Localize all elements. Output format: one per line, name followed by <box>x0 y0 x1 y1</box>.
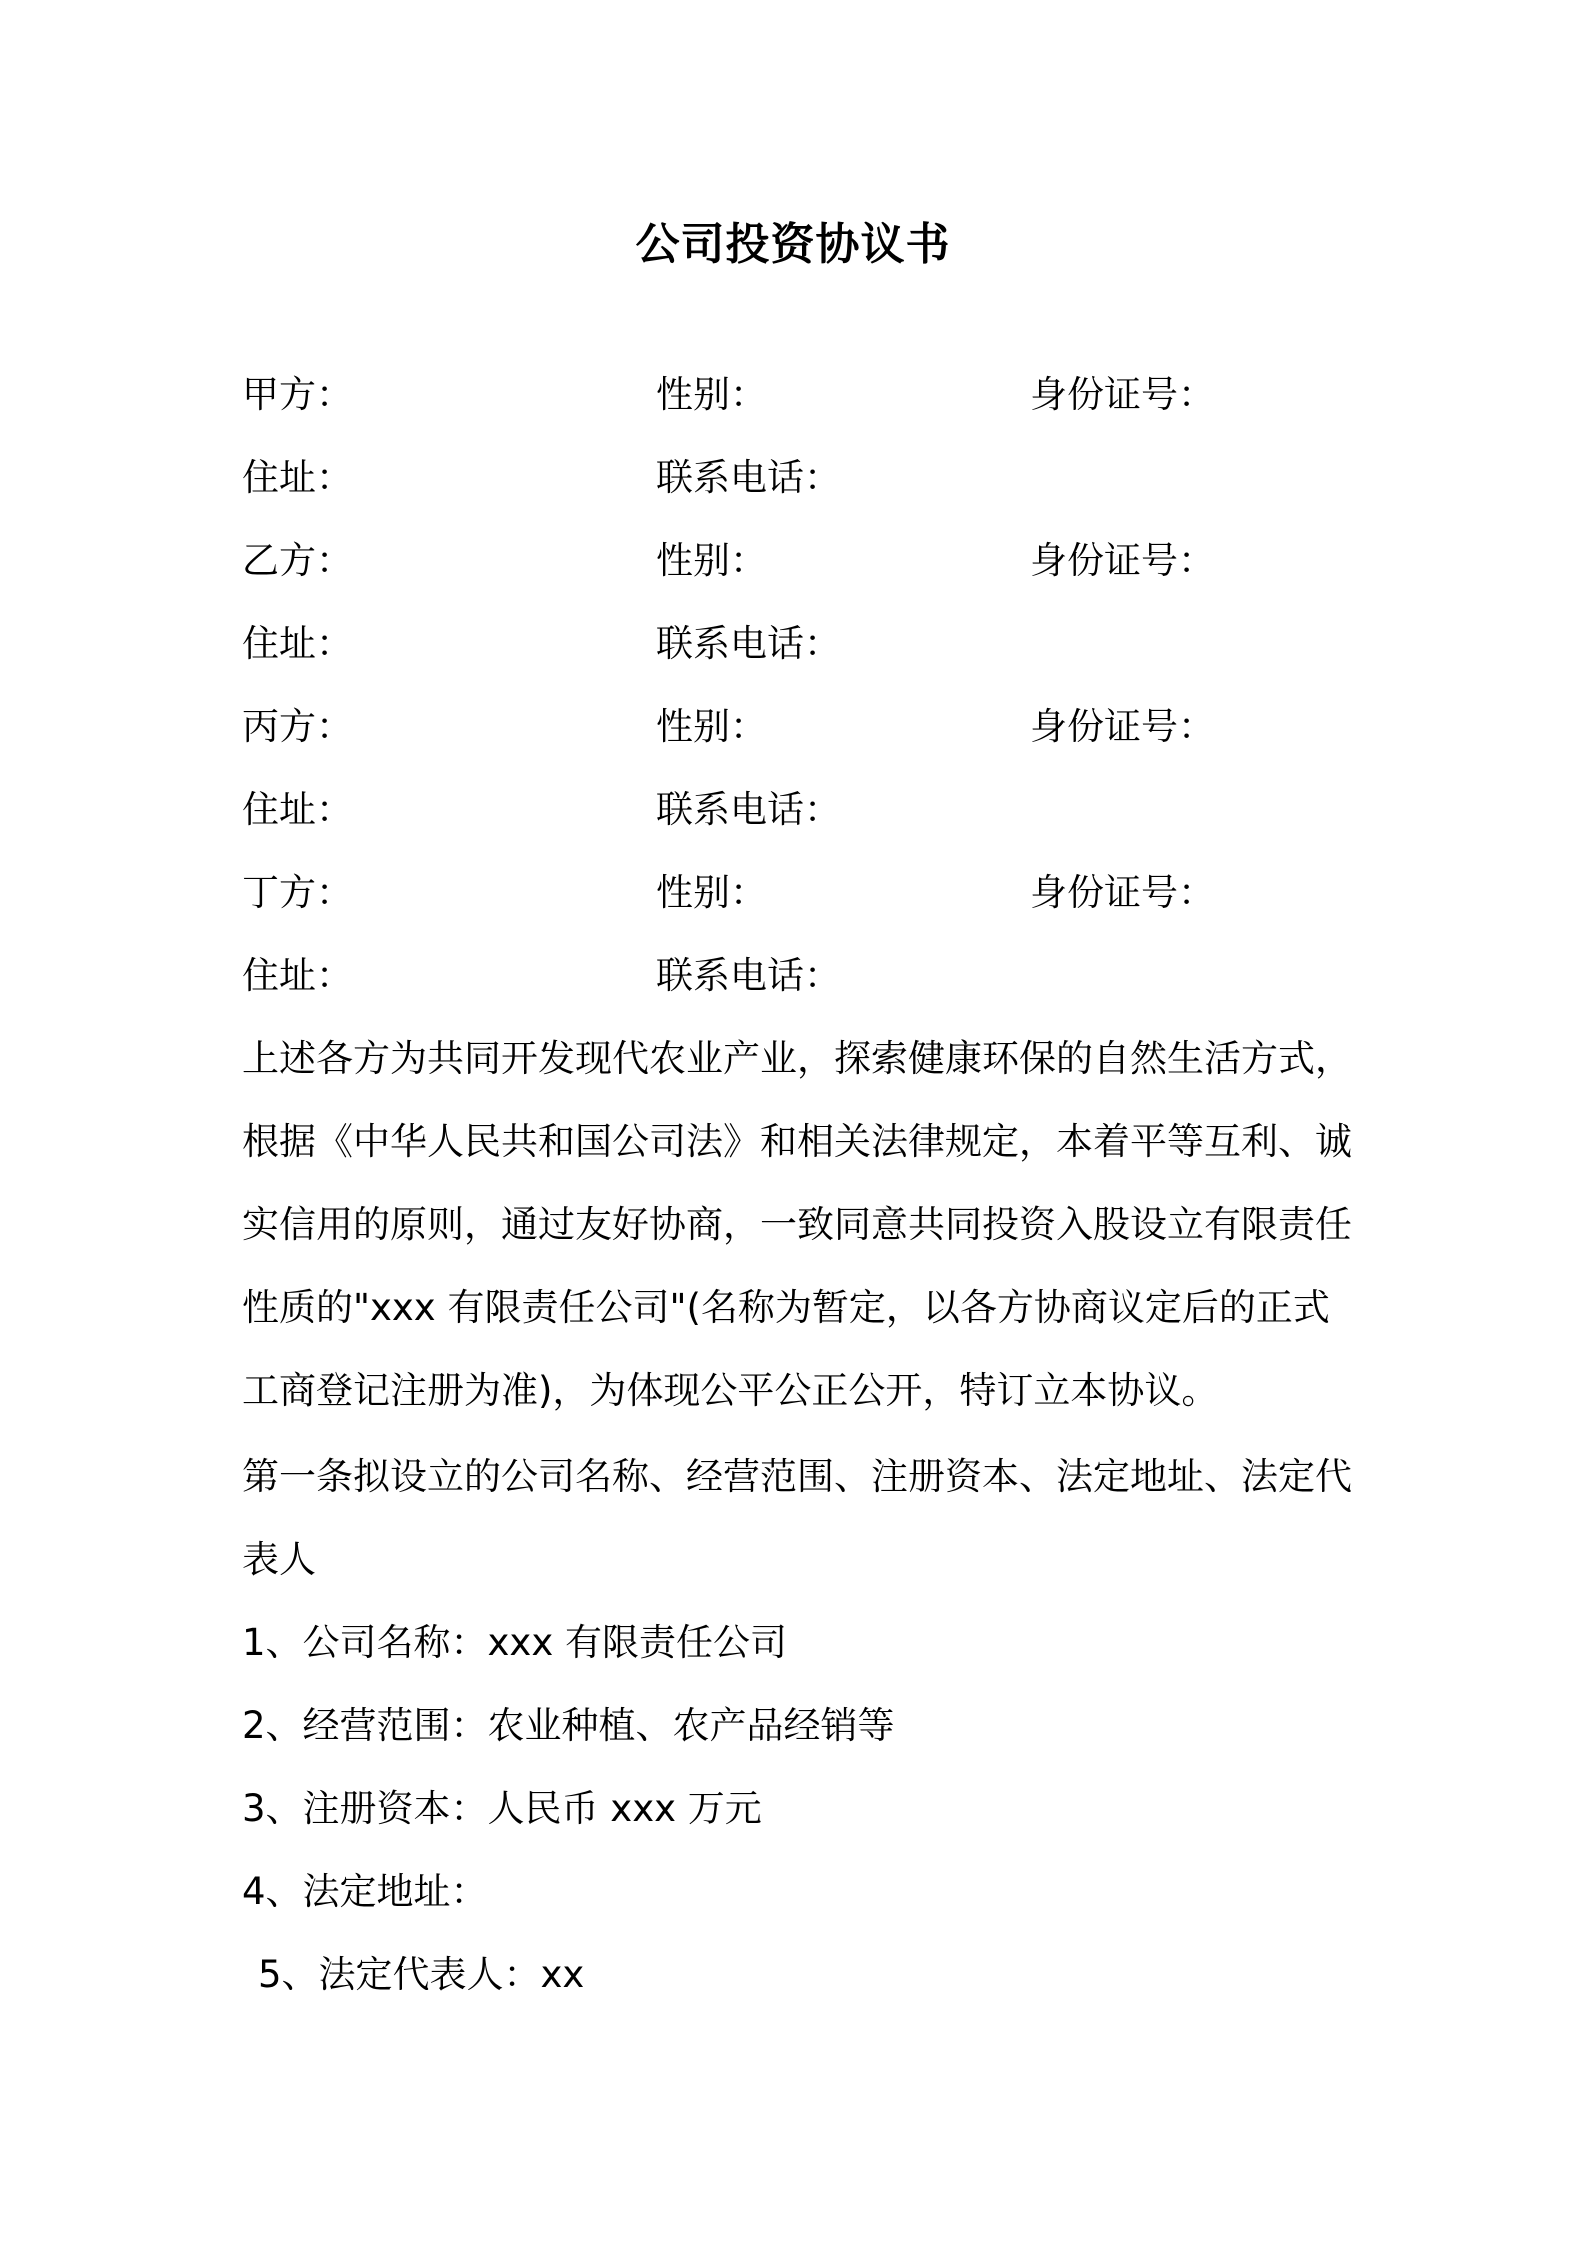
party-a-contact-row <box>0 448 1586 508</box>
party-c-contact-row <box>0 780 1586 840</box>
article-item: 3、注册资本：人民币 xxx 万元 <box>242 1787 762 1830</box>
gender-label: 性别： <box>656 539 767 582</box>
party-b-row <box>0 531 1586 591</box>
id-number-label: 身份证号： <box>1030 539 1215 582</box>
document-title: 公司投资协议书 <box>635 219 951 270</box>
id-number-label: 身份证号： <box>1030 871 1215 914</box>
address-label: 住址： <box>242 788 353 831</box>
gender-label: 性别： <box>656 373 767 416</box>
id-number-label: 身份证号： <box>1030 373 1215 416</box>
party-name-label: 乙方： <box>242 539 353 582</box>
article-item: 4、法定地址： <box>242 1870 488 1913</box>
party-c-row <box>0 697 1586 757</box>
address-label: 住址： <box>242 456 353 499</box>
phone-label: 联系电话： <box>656 954 841 997</box>
party-d-row <box>0 863 1586 923</box>
article-heading-line: 第一条拟设立的公司名称、经营范围、注册资本、法定地址、法定代 <box>242 1455 1352 1498</box>
phone-label: 联系电话： <box>656 456 841 499</box>
preamble-line: 上述各方为共同开发现代农业产业，探索健康环保的自然生活方式， <box>242 1037 1352 1080</box>
party-d-contact-row <box>0 946 1586 1006</box>
article-heading-line: 表人 <box>242 1538 316 1581</box>
party-name-label: 丁方： <box>242 871 353 914</box>
article-item: 2、经营范围：农业种植、农产品经销等 <box>242 1704 895 1747</box>
party-name-label: 甲方： <box>242 373 353 416</box>
address-label: 住址： <box>242 622 353 665</box>
phone-label: 联系电话： <box>656 622 841 665</box>
preamble-line: 工商登记注册为准)，为体现公平公正公开，特订立本协议。 <box>242 1369 1219 1412</box>
party-a-row <box>0 365 1586 425</box>
gender-label: 性别： <box>656 871 767 914</box>
preamble-line: 实信用的原则，通过友好协商，一致同意共同投资入股设立有限责任 <box>242 1203 1352 1246</box>
party-name-label: 丙方： <box>242 705 353 748</box>
article-item: 1、公司名称：xxx 有限责任公司 <box>242 1621 787 1664</box>
gender-label: 性别： <box>656 705 767 748</box>
article-item: 5、法定代表人：xx <box>258 1953 585 1996</box>
preamble-line: 根据《中华人民共和国公司法》和相关法律规定，本着平等互利、诚 <box>242 1120 1352 1163</box>
party-b-contact-row <box>0 614 1586 674</box>
preamble-line: 性质的"xxx 有限责任公司"(名称为暂定，以各方协商议定后的正式 <box>242 1286 1330 1329</box>
address-label: 住址： <box>242 954 353 997</box>
phone-label: 联系电话： <box>656 788 841 831</box>
id-number-label: 身份证号： <box>1030 705 1215 748</box>
